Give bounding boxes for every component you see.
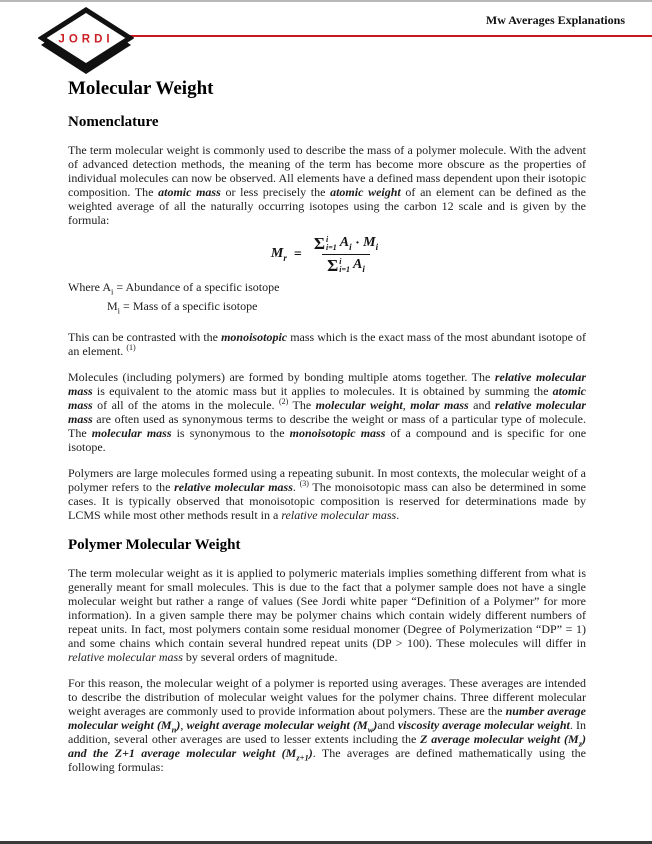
logo-text: JORDI	[58, 33, 114, 46]
paragraph-monoisotopic: This can be contrasted with the monoisotopic mass which is the exact mass of the most abundant isotope of an element. $^{(1)}$	[68, 329, 586, 358]
paragraph-atomic-mass: The term molecular weight is commonly used to describe the mass of a polymer molecule. With the advent of advanced detection methods, the meaning of the term has become more obscure as the properties of individual molecules can now be observed. All elements have a defined mass dependent upon their isotopic composition. The atomic mass or less precisely the atomic weight of an element can be defined as the weighted average of all the naturally occurring isotopes using the carbon 12 scale and is given by the formula:	[68, 143, 586, 227]
paragraph-polymers: Polymers are large molecules formed using a repeating subunit. In most contexts, the molecular weight of a polymer refers to the relative molecular mass. $^{(3)}$ The monoisotopic mass can also be determined in some cases. It is typically observed that monoisotopic composition is reserved for determinations made by LCMS while most other methods result in a relative molecular mass.	[68, 465, 587, 522]
term-abundance: $A_i$	[353, 257, 365, 274]
formula-lhs: $M_r$	[270, 246, 287, 263]
term-abundance: $A_i$	[339, 235, 352, 252]
fraction-denominator	[322, 254, 370, 274]
formula-mr	[68, 235, 586, 274]
section-heading-nomenclature: Nomenclature	[68, 114, 159, 130]
paragraph-polymer-weight: The term molecular weight as it is applied to polymeric materials implies something different from what is generally meant for small molecules. This is due to the fact that a polymer sample does not have a single molecular weight but rather a range of values (See Jordi white paper “Definition of a Polymer” for more information). In a given sample there may be polymer chains which contain widely different numbers of repeat units. In fact, most polymers contain some residual monomer (Degree of Polymerization “DP” = 1) and some chains which contain several hundred repeat units (DP > 100). These molecules will differ in relative molecular mass by several orders of magnitude.	[68, 565, 586, 664]
summation-icon: Σ i i=1	[327, 256, 350, 275]
page-title: Molecular Weight	[68, 78, 214, 99]
where-line-abundance: Where $A_i$ = Abundance of a specific isotope	[68, 280, 280, 297]
term-mass: $M_i$	[363, 235, 379, 252]
equals-sign: =	[293, 246, 302, 262]
fraction-numerator	[309, 235, 383, 254]
paragraph-averages: For this reason, the molecular weight of a polymer is reported using averages. These averages are intended to describe the distribution of molecular weight values for the polymer chains. Three different molecular weight averages are commonly used to provide information about polymers. These are the number average molecular weight $(M_n)$, weight average molecular weight $(M_w)and$ viscosity average molecular weight. In addition, several other averages are used to lesser extents including the Z average molecular weight $(M_z)$ and the Z+1 average molecular weight $(M_{z+1})$. The averages are defined mathematically using the following formulas:	[68, 675, 587, 774]
where-line-mass: $M_i$ = Mass of a specific isotope	[107, 298, 258, 316]
paragraph-molecules: Molecules (including polymers) are formed by bonding multiple atoms together. The relative molecular mass is equivalent to the atomic mass but it applies to molecules. It is obtained by summing the atomic mass of all of the atoms in the molecule. $^{(2)}$ The molecular weight, molar mass and relative molecular mass are often used as synonymous terms to describe the weight or mass of a particular type of molecule. The molecular mass is synonymous to the monoisotopic mass of a compound and is specific for one isotope.	[68, 369, 587, 454]
summation-icon: Σ i i=1	[313, 234, 337, 253]
section-heading-polymer-molecular-weight: Polymer Molecular Weight	[68, 536, 241, 553]
fraction	[309, 235, 383, 274]
multiplication-dot: ·	[355, 235, 360, 251]
doc-title: Mw Averages Explanations	[485, 13, 625, 27]
where-definitions	[68, 280, 586, 318]
